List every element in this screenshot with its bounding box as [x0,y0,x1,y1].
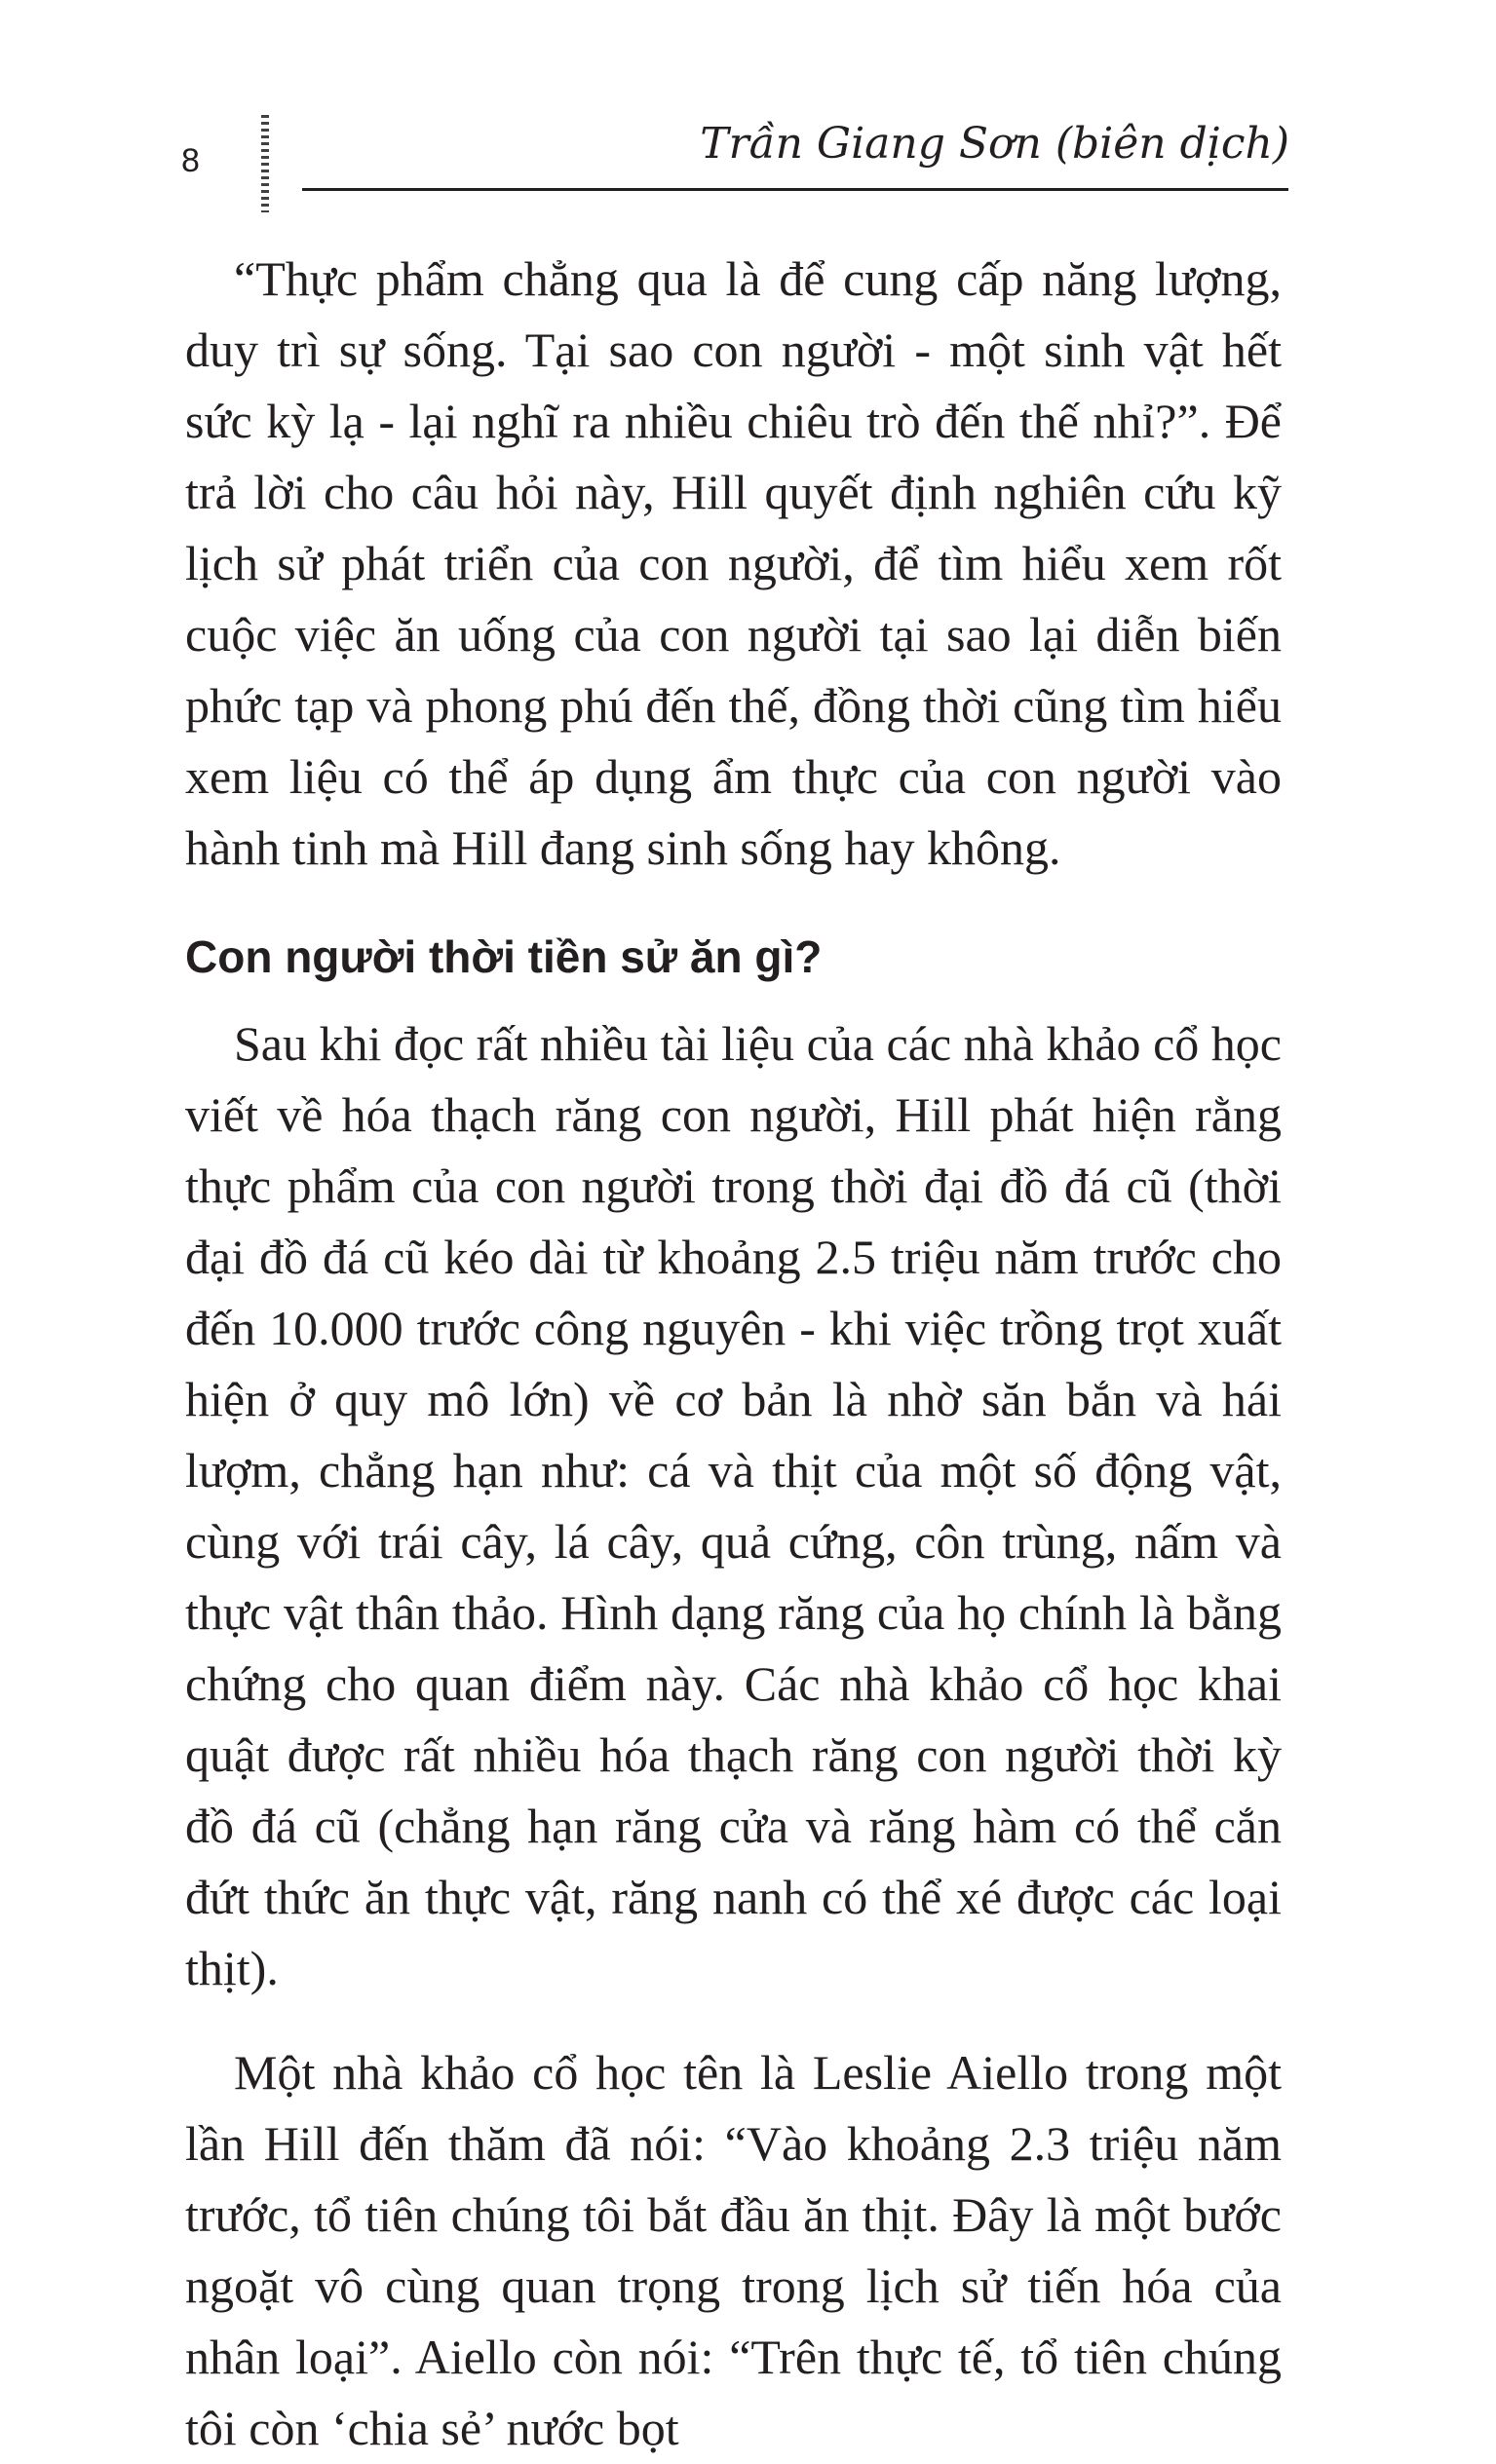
page-header [0,0,1496,224]
page-number: 8 [181,142,200,179]
paragraph-2: Sau khi đọc rất nhiều tài liệu của các nhà khảo cổ học viết về hóa thạch răng con người, Hill phát hiện rằng thực phẩm của con người trong thời đại đồ đá cũ (thời đại đồ đá cũ kéo dài từ khoảng 2.5 triệu năm trước cho đến 10.000 trước công nguyên - khi việc trồng trọt xuất hiện ở quy mô lớn) về cơ bản là nhờ săn bắn và hái lượm, chẳng hạn như: cá và thịt của một số động vật, cùng với trái cây, lá cây, quả cứng, côn trùng, nấm và thực vật thân thảo. Hình dạng răng của họ chính là bằng chứng cho quan điểm này. Các nhà khảo cổ học khai quật được rất nhiều hóa thạch răng con người thời kỳ đồ đá cũ (chẳng hạn răng cửa và răng hàm có thể cắn đứt thức ăn thực vật, răng nanh có thể xé được các loại thịt). [185,1016,1282,1995]
paragraph-3: Một nhà khảo cổ học tên là Leslie Aiello trong một lần Hill đến thăm đã nói: “Vào khoảng 2.3 triệu năm trước, tổ tiên chúng tôi bắt đầu ăn thịt. Đây là một bước ngoặt vô cùng quan trọng trong lịch sử tiến hóa của nhân loại”. Aiello còn nói: “Trên thực tế, tổ tiên chúng tôi còn ‘chia sẻ’ nước bọt [185,2045,1282,2455]
running-title: Trần Giang Sơn (biên dịch) [700,119,1289,169]
header-rule [302,188,1288,191]
paragraph-1: “Thực phẩm chẳng qua là để cung cấp năng lượng, duy trì sự sống. Tại sao con người - một sinh vật hết sức kỳ lạ - lại nghĩ ra nhiều chiêu trò đến thế nhỉ?”. Để trả lời cho câu hỏi này, Hill quyết định nghiên cứu kỹ lịch sử phát triển của con người, để tìm hiểu xem rốt cuộc việc ăn uống của con người tại sao lại diễn biến phức tạp và phong phú đến thế, đồng thời cũng tìm hiểu xem liệu có thể áp dụng ẩm thực của con người vào hành tinh mà Hill đang sinh sống hay không. [185,251,1282,875]
page-body [185,244,1282,2464]
section-heading: Con người thời tiền sử ăn gì? [185,931,823,982]
decorative-dotted-line [261,115,269,212]
